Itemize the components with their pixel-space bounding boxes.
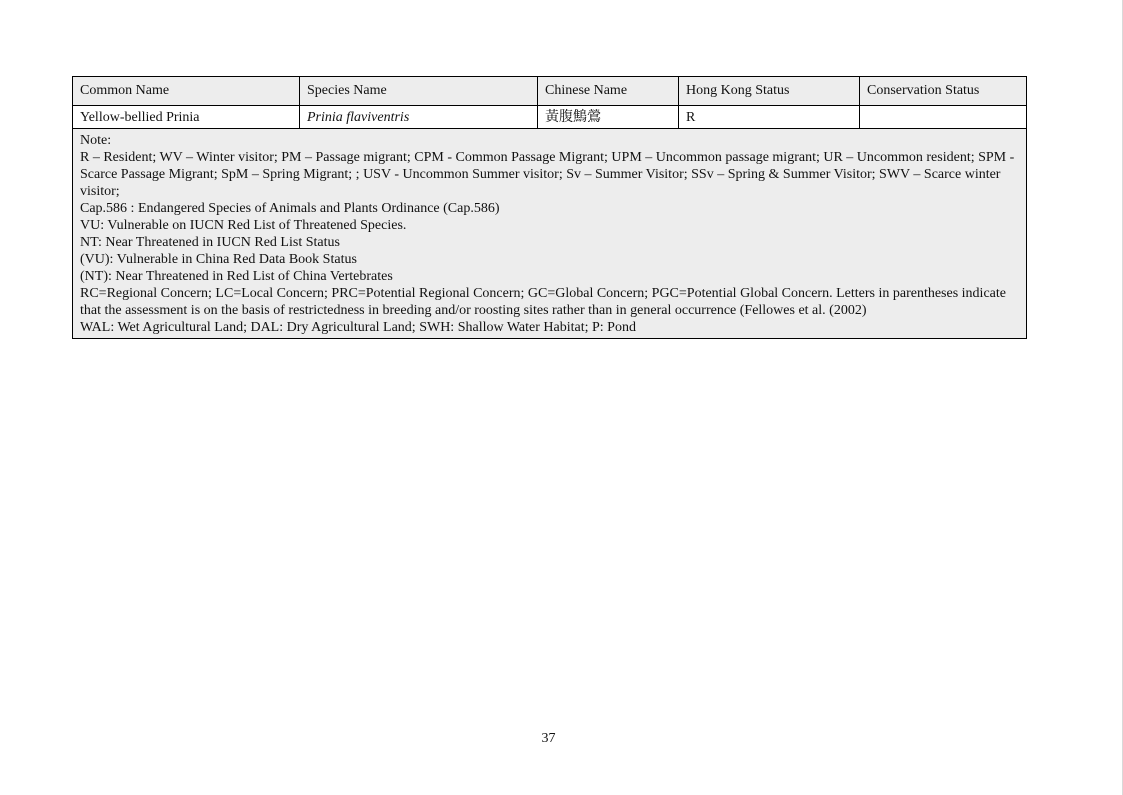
header-hong-kong-status: Hong Kong Status — [679, 77, 860, 106]
note-status-codes: R – Resident; WV – Winter visitor; PM – Passage migrant; CPM - Common Passage Migrant; UPM – Uncommon passage migrant; UR – Uncommon resident; SPM - Scarce Passage Migrant; SpM – Spring Migrant; ; USV - Uncommon Summer visitor; Sv – Summer Visitor; SSv – Spring & Summer Visitor; SWV – Scarce winter visitor; — [80, 150, 1015, 199]
note-concern-codes: RC=Regional Concern; LC=Local Concern; PRC=Potential Regional Concern; GC=Global Concern; PGC=Potential Global Concern. Letters in parentheses indicate that the assessment is on the basis of restrictedness in breeding and/or roosting sites rather than in general occurrence (Fellowes et al. (2002) — [80, 286, 1006, 318]
notes-row — [73, 129, 1027, 339]
table-row — [73, 106, 1027, 129]
note-cap586: Cap.586 : Endangered Species of Animals and Plants Ordinance (Cap.586) — [80, 201, 500, 216]
note-nt-iucn: NT: Near Threatened in IUCN Red List Status — [80, 235, 340, 250]
header-common-name: Common Name — [73, 77, 300, 106]
note-habitat-codes: WAL: Wet Agricultural Land; DAL: Dry Agricultural Land; SWH: Shallow Water Habitat; P: Pond — [80, 320, 636, 335]
note-vu-iucn: VU: Vulnerable on IUCN Red List of Threatened Species. — [80, 218, 407, 233]
page-number: 37 — [541, 731, 556, 746]
cell-common-name: Yellow-bellied Prinia — [73, 106, 300, 129]
cell-hong-kong-status: R — [679, 106, 860, 129]
cell-chinese-name: 黃腹鷦鶯 — [538, 106, 679, 129]
header-chinese-name: Chinese Name — [538, 77, 679, 106]
notes-cell — [73, 129, 1027, 339]
table-header-row — [73, 77, 1027, 106]
header-species-name: Species Name — [300, 77, 538, 106]
cell-conservation-status — [860, 106, 1027, 129]
note-vu-china: (VU): Vulnerable in China Red Data Book Status — [80, 252, 357, 267]
note-heading: Note: — [80, 133, 112, 148]
note-nt-china: (NT): Near Threatened in Red List of China Vertebrates — [80, 269, 393, 284]
header-conservation-status: Conservation Status — [860, 77, 1027, 106]
species-table — [72, 76, 1027, 339]
cell-species-name: Prinia flaviventris — [300, 106, 538, 129]
